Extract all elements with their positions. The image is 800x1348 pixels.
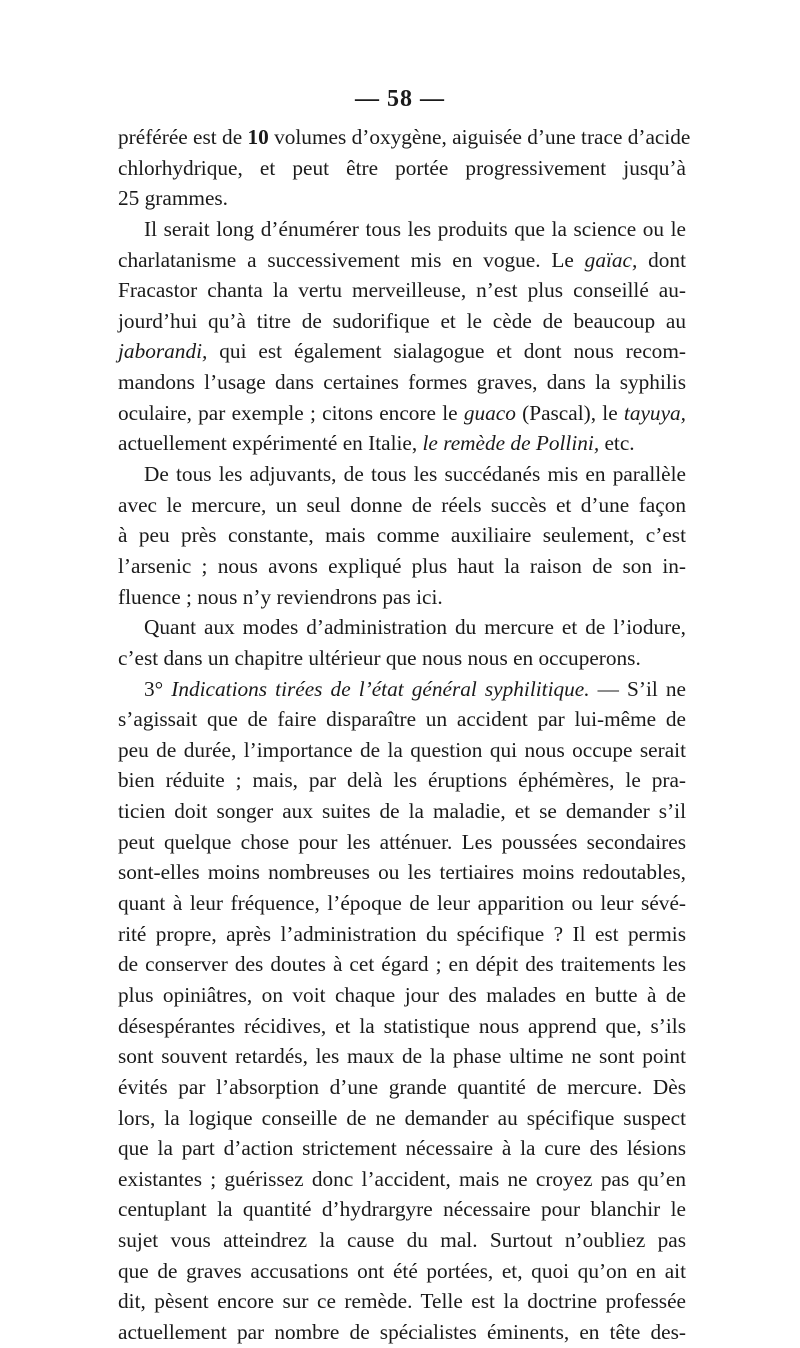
text-line: [118, 735, 686, 766]
text-line: [118, 1072, 686, 1103]
text-line: [118, 796, 686, 827]
text-segment: mandons l’usage dans certaines formes graves, dans la syphilis: [118, 370, 686, 395]
text-segment: existantes ; guérissez donc l’accident, mais ne croyez pas qu’en: [118, 1166, 686, 1191]
text-line: [118, 765, 686, 796]
text-line: [118, 612, 686, 643]
text-segment: évités par l’absorption d’une grande quantité de mercure. Dès: [118, 1074, 686, 1099]
text-segment: plus opiniâtres, on voit chaque jour des malades en butte à de: [118, 982, 686, 1007]
italic-text: gaïac,: [584, 247, 638, 272]
text-segment: lors, la logique conseille de ne demander au spécifique suspect: [118, 1105, 686, 1130]
italic-text: Indications tirées de l’état général syphilitique.: [171, 676, 590, 701]
text-segment: — S’il ne: [589, 676, 686, 701]
text-segment: rité propre, après l’administration du spécifique ? Il est permis: [118, 921, 686, 946]
text-segment: à peu près constante, mais comme auxiliaire seulement, c’est: [118, 523, 686, 548]
text-line: [118, 582, 686, 613]
text-line: [118, 1256, 686, 1287]
bold-text: 10: [247, 125, 269, 149]
text-line: [118, 459, 686, 490]
text-segment: peu de durée, l’importance de la question qui nous occupe serait: [118, 737, 686, 762]
text-segment: avec le mercure, un seul donne de réels succès et d’une façon: [118, 492, 686, 517]
text-segment: jourd’hui qu’à titre de sudorifique et le cède de beaucoup au: [118, 308, 686, 333]
text-segment: dont: [637, 247, 687, 272]
text-segment: c’est dans un chapitre ultérieur que nous nous en occuperons.: [118, 645, 641, 670]
text-segment: sujet vous atteindrez la cause du mal. Surtout n’oubliez pas: [118, 1228, 686, 1253]
text-segment: bien réduite ; mais, par delà les éruptions éphémères, le pra-: [118, 768, 686, 793]
text-line: [118, 1194, 686, 1225]
text-segment: de conserver des doutes à cet égard ; en dépit des traitements les: [118, 952, 686, 977]
text-line: [118, 551, 686, 582]
text-segment: préférée est de: [118, 125, 248, 149]
text-segment: centuplant la quantité d’hydrargyre nécessaire pour blanchir le: [118, 1197, 686, 1222]
text-segment: 25 grammes.: [118, 186, 229, 211]
text-line: [118, 1133, 686, 1164]
text-line: [118, 704, 686, 735]
text-line: [118, 674, 686, 705]
text-line: [118, 980, 686, 1011]
text-segment: qui est également sialagogue et dont nous recom-: [207, 339, 686, 364]
text-segment: sont-elles moins nombreuses ou les tertiaires moins redoutables,: [118, 860, 686, 885]
text-segment: (Pascal), le: [515, 400, 624, 425]
text-segment: l’arsenic ; nous avons expliqué plus haut la raison de son in-: [118, 553, 686, 578]
text-line: [118, 857, 686, 888]
text-segment: actuellement expérimenté en Italie,: [118, 431, 423, 456]
text-segment: désespérantes récidives, et la statistique nous apprend que, s’ils: [118, 1013, 686, 1038]
text-segment: etc.: [599, 431, 635, 456]
text-segment: ticien doit songer aux suites de la maladie, et se demander s’il: [118, 799, 686, 824]
text-segment: Il serait long d’énumérer tous les produits que la science ou le: [144, 216, 686, 241]
text-line: [118, 336, 686, 367]
text-line: [118, 183, 686, 214]
text-line: [118, 643, 686, 674]
text-segment: que de graves accusations ont été portées, et, quoi qu’on en ait: [118, 1258, 686, 1283]
text-line: [118, 367, 686, 398]
text-line: [118, 949, 686, 980]
text-segment: Quant aux modes d’administration du mercure et de l’iodure,: [144, 615, 686, 640]
text-segment: Fracastor chanta la vertu merveilleuse, n’est plus conseillé au-: [118, 278, 686, 303]
text-line: [118, 1103, 686, 1134]
text-segment: 3°: [144, 676, 172, 701]
text-segment: sont souvent retardés, les maux de la phase ultime ne sont point: [118, 1044, 686, 1069]
italic-text: jaborandi,: [118, 339, 208, 364]
text-segment: De tous les adjuvants, de tous les succédanés mis en parallèle: [144, 462, 686, 487]
text-segment: volumes d’oxygène, aiguisée d’une trace d’acide: [268, 125, 691, 149]
text-line: [118, 1225, 686, 1256]
text-line: [118, 214, 686, 245]
italic-text: guaco: [463, 400, 516, 425]
text-segment: peut quelque chose pour les atténuer. Les poussées secondaires: [118, 829, 686, 854]
text-line: [118, 1286, 686, 1317]
text-segment: que la part d’action strictement nécessaire à la cure des lésions: [118, 1136, 686, 1161]
text-segment: oculaire, par exemple ; citons encore le: [118, 400, 464, 425]
text-segment: dit, pèsent encore sur ce remède. Telle est la doctrine professée: [118, 1289, 686, 1314]
text-segment: s’agissait que de faire disparaître un accident par lui-même de: [118, 707, 686, 732]
text-segment: quant à leur fréquence, l’époque de leur apparition ou leur sévé-: [118, 891, 686, 916]
text-line: [118, 1164, 686, 1195]
text-line: [118, 398, 686, 429]
text-line: [118, 490, 686, 521]
text-segment: actuellement par nombre de spécialistes éminents, en tête des-: [118, 1319, 686, 1344]
text-line: [118, 827, 686, 858]
page-number: — 58 —: [355, 86, 445, 112]
italic-text: le remède de Pollini,: [422, 431, 600, 456]
text-line: [118, 245, 686, 276]
text-line: [118, 888, 686, 919]
text-line: [118, 122, 691, 153]
text-line: [118, 1041, 686, 1072]
text-line: [118, 428, 686, 459]
text-line: [118, 1011, 686, 1042]
text-line: [118, 153, 686, 184]
text-segment: fluence ; nous n’y reviendrons pas ici.: [118, 584, 443, 609]
italic-text: tayuya,: [623, 400, 686, 425]
body-text: [118, 122, 691, 1348]
text-line: [118, 520, 686, 551]
text-line: [118, 306, 686, 337]
text-segment: chlorhydrique, et peut être portée progressivement jusqu’à: [118, 155, 686, 180]
text-line: [118, 1317, 686, 1348]
text-segment: charlatanisme a successivement mis en vogue. Le: [118, 247, 585, 272]
text-line: [118, 275, 686, 306]
text-line: [118, 919, 686, 950]
